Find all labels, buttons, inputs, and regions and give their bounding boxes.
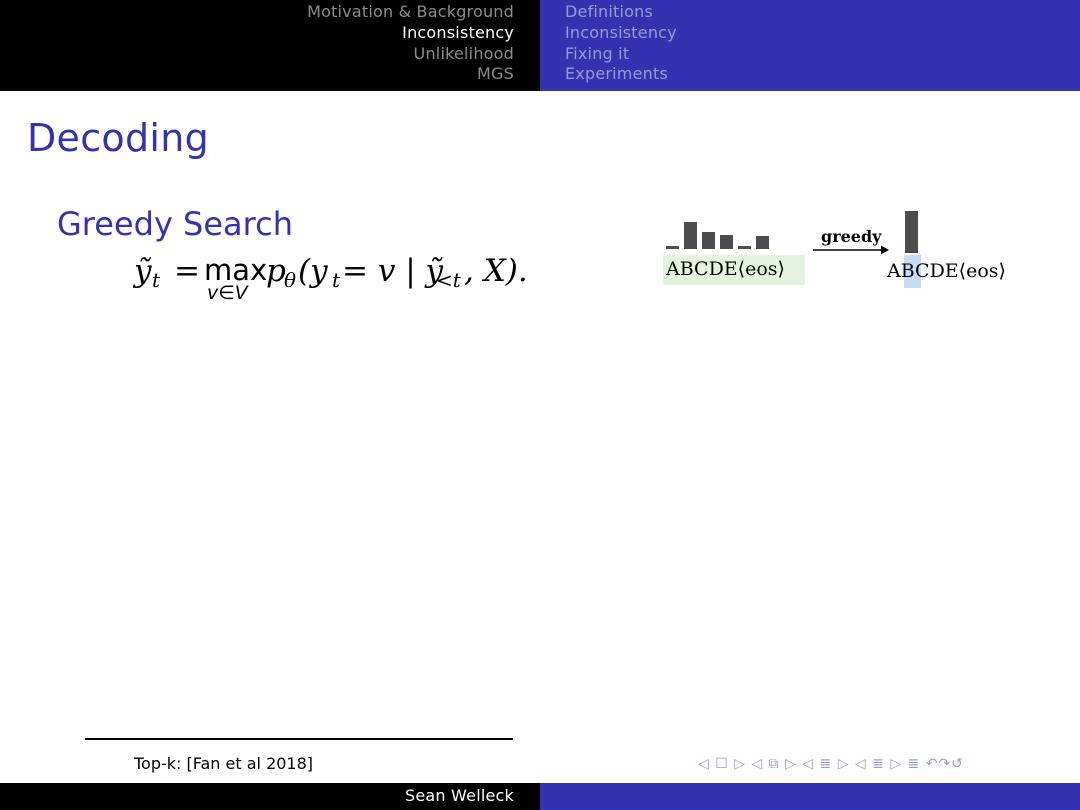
block-title: Greedy Search xyxy=(57,205,293,243)
author-name: Sean Welleck xyxy=(405,786,514,805)
nav-subsection-definitions[interactable]: Definitions xyxy=(565,2,654,21)
subsection-navigation xyxy=(540,0,1080,91)
source-tokens: ABCDE⟨eos⟩ xyxy=(666,258,785,280)
greedy-formula xyxy=(130,248,550,308)
arrow-label: greedy xyxy=(821,227,882,246)
source-bar-3 xyxy=(720,235,733,249)
formula-args-subscript: t xyxy=(332,268,341,292)
source-bar-0 xyxy=(666,246,679,249)
nav-section-inconsistency[interactable]: Inconsistency xyxy=(402,23,514,42)
nav-subsection-fixing-it[interactable]: Fixing it xyxy=(565,44,630,63)
formula-args-subscript-2: <t xyxy=(436,268,461,292)
formula-p: p xyxy=(266,253,286,289)
section-navigation xyxy=(0,0,540,91)
formula-equals: = xyxy=(174,253,200,289)
nav-subsection-experiments[interactable]: Experiments xyxy=(565,64,668,83)
formula-args-middle: = v | ỹ xyxy=(342,253,444,289)
footer-right-bar xyxy=(540,783,1080,810)
formula-args-open: (y xyxy=(298,253,328,289)
nav-section-unlikelihood[interactable]: Unlikelihood xyxy=(413,44,514,63)
formula-max-operator: max xyxy=(204,253,268,287)
output-bar-1 xyxy=(905,211,918,253)
source-bar-5 xyxy=(756,236,769,249)
header-navigation xyxy=(0,0,1080,91)
frame-title: Decoding xyxy=(27,116,210,160)
formula-theta-subscript: θ xyxy=(284,268,297,292)
source-bar-1 xyxy=(684,222,697,249)
footnote-rule xyxy=(85,738,513,740)
formula-max-subscript: v∈V xyxy=(207,282,248,304)
source-bar-2 xyxy=(702,232,715,249)
nav-section-mgs[interactable]: MGS xyxy=(477,64,514,83)
navigation-symbols[interactable]: ◁ ☐ ▷ ◁ ⧉ ▷ ◁ ≣ ▷ ◁ ≣ ▷ ≣ ↶↷↺ xyxy=(698,756,964,772)
formula-lhs-subscript: t xyxy=(152,268,161,292)
footnote: Top-k: [Fan et al 2018] xyxy=(134,754,314,773)
formula-args-close: , X). xyxy=(464,253,528,289)
formula-lhs: ỹ xyxy=(134,253,152,289)
nav-section-motivation[interactable]: Motivation & Background xyxy=(307,2,514,21)
greedy-decoding-figure xyxy=(650,200,1050,300)
output-tokens: ABCDE⟨eos⟩ xyxy=(887,260,1006,282)
footer-author-bar xyxy=(0,783,540,810)
nav-subsection-inconsistency[interactable]: Inconsistency xyxy=(565,23,677,42)
source-bar-4 xyxy=(738,246,751,249)
